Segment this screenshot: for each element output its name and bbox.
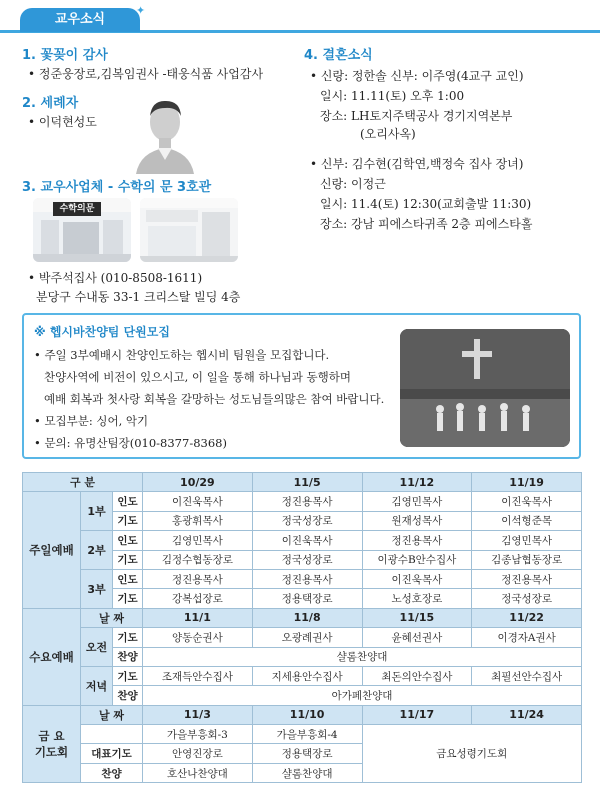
cell: 이진욱목사 (143, 492, 253, 511)
role-prayer: 기도 (113, 550, 143, 569)
wedding2-bride: • 신부: 김수현(김학연,백정숙 집사 장녀) (310, 157, 524, 171)
wed-date: 11/1 (143, 608, 253, 627)
role-prayer: 기도 (113, 666, 143, 685)
recruit-line-3: 예배 회복과 첫사랑 회복을 갈망하는 성도님들의많은 참여 바랍니다. (44, 392, 385, 406)
evening-label: 저녁 (81, 666, 113, 705)
choir-recruit-box (22, 313, 581, 459)
header-category: 구 분 (23, 473, 143, 492)
wedding-title: 4. 결혼소식 (304, 48, 373, 63)
cell: 이진욱목사 (472, 492, 582, 511)
cell: 정국성장로 (472, 589, 582, 608)
cell: 윤혜선권사 (362, 628, 472, 647)
cell: 김영민목사 (362, 492, 472, 511)
cell: 오광례권사 (252, 628, 362, 647)
cell: 정진용목사 (472, 569, 582, 588)
sunday-date: 10/29 (143, 473, 253, 492)
role-lead: 인도 (113, 569, 143, 588)
role-lead: 인도 (113, 492, 143, 511)
sunday-date: 11/19 (472, 473, 582, 492)
fri-date: 11/24 (472, 705, 582, 724)
wedding1-place-sub: (오리사옥) (360, 127, 416, 141)
member-business-title: 3. 교우사업체 - 수학의 문 3호관 (22, 180, 212, 195)
choir-photo (400, 329, 570, 447)
cell: 가을부흥회-3 (143, 725, 253, 744)
flower-thanks-line: • 정준웅장로,김복임권사 -태웅식품 사업감사 (28, 67, 264, 81)
cell: 정국성장로 (252, 550, 362, 569)
role-prayer: 기도 (113, 628, 143, 647)
cell: 정진용목사 (362, 531, 472, 550)
cell: 김영민목사 (472, 531, 582, 550)
role-prayer: 기도 (113, 589, 143, 608)
wedding2-place: 장소: 강남 피에스타귀족 2층 피에스타홀 (320, 217, 533, 231)
wed-date: 11/22 (472, 608, 582, 627)
fri-date: 11/10 (252, 705, 362, 724)
wed-date: 11/8 (252, 608, 362, 627)
table-row (23, 705, 582, 724)
cell: 조재득안수집사 (143, 666, 253, 685)
fri-date: 11/3 (143, 705, 253, 724)
store-photo-hall (140, 198, 238, 262)
role-prayer: 기도 (113, 511, 143, 530)
cell: 정용택장로 (252, 589, 362, 608)
part2-label: 2부 (81, 531, 113, 570)
wednesday-worship-label: 수요예배 (23, 608, 81, 705)
store-photo-entrance (33, 198, 131, 262)
morning-label: 오전 (81, 628, 113, 667)
sparkle-icon: ✦ (136, 4, 146, 17)
cell: 정진용목사 (252, 492, 362, 511)
friday-prayer-label: 금 요 기도회 (23, 705, 81, 783)
worship-schedule-table (22, 472, 582, 783)
fri-date: 11/17 (362, 705, 472, 724)
role-praise: 찬양 (113, 686, 143, 705)
wedding2-time: 일시: 11.4(토) 12:30(교회출발 11:30) (320, 197, 532, 211)
cell: 샬롬찬양대 (252, 763, 362, 782)
cell: 홍광휘목사 (143, 511, 253, 530)
store-sign: 수학의문 (59, 204, 95, 214)
table-row (23, 569, 582, 588)
cell: 이광수B안수집사 (362, 550, 472, 569)
cell: 이경자A권사 (472, 628, 582, 647)
cell: 정진용목사 (143, 569, 253, 588)
table-row (23, 725, 582, 744)
recruit-line-5: • 문의: 유명산팀장(010-8377-8368) (34, 436, 227, 450)
sunday-date: 11/5 (252, 473, 362, 492)
baptism-title: 2. 세례자 (22, 96, 79, 111)
wed-date: 11/15 (362, 608, 472, 627)
wedding1-time: 일시: 11.11(토) 오후 1:00 (320, 89, 465, 103)
date-label: 날 짜 (81, 608, 143, 627)
table-row (23, 492, 582, 511)
cell: 노성호장로 (362, 589, 472, 608)
wedding1-place: 장소: LH토지주택공사 경기지역본부 (320, 109, 513, 123)
header-tab: 교우소식 (20, 8, 140, 32)
flower-thanks-title: 1. 꽃꽂이 감사 (22, 48, 108, 63)
business-address: 분당구 수내동 33-1 크리스탈 빌딩 4층 (36, 290, 241, 304)
cell: 지세용안수집사 (252, 666, 362, 685)
wedding1-couple: • 신랑: 정한솔 신부: 이주영(4교구 교인) (310, 69, 524, 83)
table-header-row (23, 473, 582, 492)
cell: 호산나찬양대 (143, 763, 253, 782)
cell: 최필선안수집사 (472, 666, 582, 685)
cell: 이진욱목사 (362, 569, 472, 588)
cell: 원재성목사 (362, 511, 472, 530)
cell: 양동순권사 (143, 628, 253, 647)
person-photo (130, 90, 200, 174)
sunday-worship-label: 주일예배 (23, 492, 81, 608)
role-praise: 찬양 (113, 647, 143, 666)
recruit-line-2: 찬양사역에 비전이 있으시고, 이 일을 통해 하나님과 동행하며 (44, 370, 351, 384)
table-row (23, 608, 582, 627)
table-row (23, 531, 582, 550)
role-lead: 인도 (113, 531, 143, 550)
part1-label: 1부 (81, 492, 113, 531)
cell: 이진욱목사 (252, 531, 362, 550)
cell: 최돈의안수집사 (362, 666, 472, 685)
cell: 김종남협동장로 (472, 550, 582, 569)
cell: 안영진장로 (143, 744, 253, 763)
cell: 이석형준목 (472, 511, 582, 530)
wedding2-groom: 신랑: 이정근 (320, 177, 386, 191)
cell: 정국성장로 (252, 511, 362, 530)
part3-label: 3부 (81, 569, 113, 608)
empty-cell (81, 725, 143, 744)
role-representative-prayer: 대표기도 (81, 744, 143, 763)
recruit-line-1: • 주일 3부예배시 찬양인도하는 헵시비 팀원을 모집합니다. (34, 348, 330, 362)
baptism-line: • 이덕현성도 (28, 115, 97, 129)
recruit-title: ※ 헵시바찬양팀 단원모집 (34, 325, 170, 339)
date-label: 날 짜 (81, 705, 143, 724)
cell-merged: 샬롬찬양대 (143, 647, 582, 666)
cell: 강복섭장로 (143, 589, 253, 608)
cell: 가을부흥회-4 (252, 725, 362, 744)
cell: 김정수협동장로 (143, 550, 253, 569)
cell: 김영민목사 (143, 531, 253, 550)
sunday-date: 11/12 (362, 473, 472, 492)
role-praise: 찬양 (81, 763, 143, 782)
recruit-line-4: • 모집부분: 싱어, 악기 (34, 414, 149, 428)
section-header (0, 0, 600, 34)
cell-merged: 아가페찬양대 (143, 686, 582, 705)
table-row (23, 628, 582, 647)
table-row (23, 666, 582, 685)
cell-merged: 금요성령기도회 (362, 725, 582, 783)
cell: 정용택장로 (252, 744, 362, 763)
cell: 정진용목사 (252, 569, 362, 588)
business-contact: • 박주석집사 (010-8508-1611) (28, 271, 203, 285)
